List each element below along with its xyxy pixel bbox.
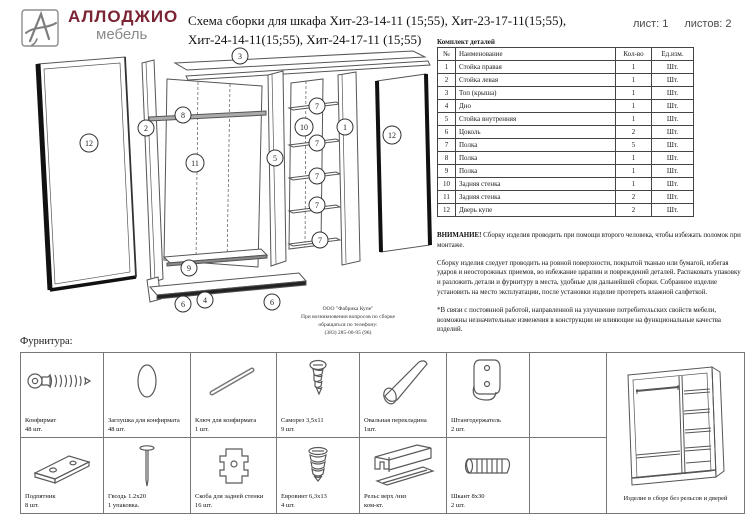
part-num: 4 xyxy=(438,100,456,113)
part-num: 6 xyxy=(438,126,456,139)
hardware-cell-assembled xyxy=(607,353,745,514)
part-qty: 1 xyxy=(616,152,652,165)
part-qty: 1 xyxy=(616,61,652,74)
brand-tagline: мебель xyxy=(96,25,148,43)
table-row xyxy=(438,178,694,191)
factory-note-line: ООО "Фабрика Купе" xyxy=(322,306,374,312)
part-callout: 6 xyxy=(270,298,274,307)
plug-icon xyxy=(127,360,167,402)
page-title xyxy=(188,12,568,50)
hardware-cell-screw xyxy=(277,353,360,438)
hardware-qty: 4 шт. xyxy=(281,501,295,509)
factory-note-line: обращаться по телефону: xyxy=(318,321,378,328)
col-qty: Кол-во xyxy=(616,48,652,61)
part-qty: 1 xyxy=(616,87,652,100)
rail-icon xyxy=(367,441,439,491)
part-unit: Шт. xyxy=(652,204,694,217)
part-unit: Шт. xyxy=(652,178,694,191)
part-qty: 5 xyxy=(616,139,652,152)
page-title-line1: Схема сборки для шкафа Хит-23-14-11 (15;55), Хит-23-17-11(15;55), xyxy=(188,13,567,28)
part-unit: Шт. xyxy=(652,191,694,204)
part-name: Дверь купе xyxy=(456,204,616,217)
part-name: Полка xyxy=(456,165,616,178)
part-name: Задняя стенка xyxy=(456,191,616,204)
hardware-qty: 48 шт. xyxy=(25,425,43,433)
part-qty: 1 xyxy=(616,74,652,87)
hardware-name: Штангодержатель xyxy=(451,417,501,425)
hardware-qty: 2 шт. xyxy=(451,501,465,509)
hardware-cell-oval-rail xyxy=(360,353,447,438)
hardware-qty: 48 шт. xyxy=(108,425,126,433)
part-name: Дно xyxy=(456,100,616,113)
part-num: 5 xyxy=(438,113,456,126)
logo-mark-icon xyxy=(20,8,60,48)
part-name: Цоколь xyxy=(456,126,616,139)
part-unit: Шт. xyxy=(652,165,694,178)
part-callout: 7 xyxy=(318,236,322,245)
col-unit: Ед.изм. xyxy=(652,48,694,61)
part-qty: 1 xyxy=(616,100,652,113)
hardware-cell-hex-key xyxy=(191,353,277,438)
hex-key-icon xyxy=(204,363,264,399)
col-name: Наименование xyxy=(456,48,616,61)
part-name: Стойка правая xyxy=(456,61,616,74)
nail-icon xyxy=(135,443,159,489)
part-num: 1 xyxy=(438,61,456,74)
table-row xyxy=(438,191,694,204)
confirmat-screw-icon xyxy=(26,368,98,394)
parts-table-caption: Комплект деталей xyxy=(437,38,495,46)
part-callout: 7 xyxy=(315,139,319,148)
part-callout: 3 xyxy=(238,52,242,61)
hardware-qty: 2 шт. xyxy=(451,425,465,433)
part-num: 8 xyxy=(438,152,456,165)
foot-pad-icon xyxy=(29,446,95,486)
hardware-section-label: Фурнитура: xyxy=(20,336,73,347)
hardware-qty: 9 шт. xyxy=(281,425,295,433)
hardware-grid xyxy=(20,352,745,514)
brand-name: АЛЛОДЖИО xyxy=(68,7,179,26)
part-qty: 1 xyxy=(616,113,652,126)
table-row xyxy=(438,165,694,178)
hardware-cell-foot-pad xyxy=(21,438,104,514)
sheet-number: лист: 1 xyxy=(633,18,669,30)
hardware-cell-bracket xyxy=(191,438,277,514)
part-name: Задняя стенка xyxy=(456,178,616,191)
part-unit: Шт. xyxy=(652,87,694,100)
oval-rail-icon xyxy=(371,356,435,406)
part-unit: Шт. xyxy=(652,126,694,139)
part-unit: Шт. xyxy=(652,74,694,87)
footnote-note: *В связи с постоянной работой, направленной на улучшение потребительских свойств мебели, возможны незначительные изменения в конструкции не влияющие на функциональные качества изделий. xyxy=(437,306,721,334)
hardware-name: Овальная перекладина xyxy=(364,417,427,425)
part-unit: Шт. xyxy=(652,61,694,74)
hardware-name: Заглушка для конфирмата xyxy=(108,417,180,425)
hardware-qty: 1 упаковка. xyxy=(108,501,140,509)
table-row xyxy=(438,87,694,100)
assembly-notices xyxy=(437,231,745,343)
part-num: 2 xyxy=(438,74,456,87)
hardware-cell-empty xyxy=(530,353,607,438)
col-num: № xyxy=(438,48,456,61)
part-callout: 2 xyxy=(144,124,148,133)
sheet-info xyxy=(633,18,745,30)
part-unit: Шт. xyxy=(652,100,694,113)
hardware-name: Саморез 3,5х11 xyxy=(281,417,324,425)
hardware-qty: 1шт. xyxy=(364,425,377,433)
part-callout: 8 xyxy=(181,111,185,120)
table-row xyxy=(438,139,694,152)
hardware-cell-empty xyxy=(530,438,607,514)
table-row xyxy=(438,61,694,74)
part-name: Стойка левая xyxy=(456,74,616,87)
care-line: Собранное изделие установить на место эксплуатации, после установки изделие протереть влажной салфеткой. xyxy=(437,279,718,296)
hardware-qty: 16 шт. xyxy=(195,501,213,509)
table-row xyxy=(438,100,694,113)
attention-note xyxy=(437,231,745,251)
part-callout: 7 xyxy=(315,172,319,181)
hardware-qty: 1 шт. xyxy=(195,425,209,433)
hardware-qty: ком-кт. xyxy=(364,501,384,509)
factory-note xyxy=(268,306,428,338)
hardware-cell-plug xyxy=(104,353,191,438)
part-callout: 12 xyxy=(388,131,396,140)
logo xyxy=(20,8,178,48)
part-qty: 2 xyxy=(616,126,652,139)
assembled-caption: Изделие в сборе без рельсов и дверей xyxy=(623,495,728,502)
part-qty: 1 xyxy=(616,165,652,178)
attention-title: ВНИМАНИЕ! xyxy=(437,232,482,239)
part-qty: 1 xyxy=(616,178,652,191)
sheets-total: листов: 2 xyxy=(684,18,732,30)
part-unit: Шт. xyxy=(652,139,694,152)
part-unit: Шт. xyxy=(652,152,694,165)
part-callout: 5 xyxy=(273,154,277,163)
table-row xyxy=(438,152,694,165)
euroscrew-icon xyxy=(303,445,333,487)
hardware-name: Скоба для задней стенки xyxy=(195,493,264,501)
assembly-diagram xyxy=(15,46,435,343)
attention-text: Сборку изделия проводить при помощи второго человека, чтобы избежать поломок при монтаже. xyxy=(437,232,741,249)
part-callout: 1 xyxy=(343,123,347,132)
hardware-name: Евровинт 6,3х13 xyxy=(281,493,327,501)
back-wall-bracket-icon xyxy=(212,443,256,489)
hardware-cell-confirmat xyxy=(21,353,104,438)
care-line: Сборку изделия следует проводить на ровной поверхности, покрытой тканью или бумагой, избегая ударов и неосторожных приемов, во избежание царапин и повреждений деталей. xyxy=(437,259,729,277)
care-note xyxy=(437,259,745,298)
screw-icon xyxy=(305,359,331,403)
hardware-cell-rod-holder xyxy=(447,353,530,438)
hardware-qty: 8 шт. xyxy=(25,501,39,509)
hardware-name: Конфирмат xyxy=(25,417,57,425)
part-num: 12 xyxy=(438,204,456,217)
parts-table xyxy=(437,47,694,217)
part-qty: 2 xyxy=(616,191,652,204)
table-row xyxy=(438,113,694,126)
hardware-cell-euroscrew xyxy=(277,438,360,514)
part-callout: 11 xyxy=(191,159,199,168)
factory-note-line: При возникновении вопросов по сборке xyxy=(301,313,395,320)
part-callout: 6 xyxy=(181,300,185,309)
assembled-wardrobe-drawing xyxy=(616,359,736,493)
hardware-name: Шкант 8х30 xyxy=(451,493,485,501)
part-name: Полка xyxy=(456,152,616,165)
part-callout: 7 xyxy=(315,201,319,210)
hardware-cell-nail xyxy=(104,438,191,514)
part-qty: 2 xyxy=(616,204,652,217)
part-callout: 10 xyxy=(300,123,308,132)
hardware-name: Подпятник xyxy=(25,493,56,501)
hardware-name: Ключ для конфирмата xyxy=(195,417,257,425)
hardware-name: Рельс верх /низ xyxy=(364,493,407,501)
page-title-line2: Хит-24-14-11(15;55), Хит-24-17-11 (15;55) xyxy=(188,31,422,47)
part-num: 11 xyxy=(438,191,456,204)
table-row xyxy=(438,204,694,217)
part-num: 3 xyxy=(438,87,456,100)
care-line: Распаковать упаковку и разложить детали и фурнитуру в места, удобные для дальнейшей сборки. xyxy=(437,269,741,287)
dowel-icon xyxy=(457,451,519,481)
part-num: 9 xyxy=(438,165,456,178)
parts-table-header xyxy=(438,48,694,61)
part-callout: 7 xyxy=(315,102,319,111)
part-callout: 12 xyxy=(85,139,93,148)
table-row xyxy=(438,74,694,87)
part-callout: 9 xyxy=(187,264,191,273)
factory-note-line: (383) 285-00-95 (96) xyxy=(324,329,372,336)
hardware-cell-dowel xyxy=(447,438,530,514)
part-name: Полка xyxy=(456,139,616,152)
table-row xyxy=(438,126,694,139)
hardware-name: Гвоздь 1.2х20 xyxy=(108,493,147,501)
part-name: Топ (крыша) xyxy=(456,87,616,100)
hardware-cell-rail xyxy=(360,438,447,514)
part-num: 7 xyxy=(438,139,456,152)
part-unit: Шт. xyxy=(652,113,694,126)
part-callout: 4 xyxy=(203,296,207,305)
part-num: 10 xyxy=(438,178,456,191)
rod-holder-icon xyxy=(466,356,510,406)
part-name: Стойка внутренняя xyxy=(456,113,616,126)
